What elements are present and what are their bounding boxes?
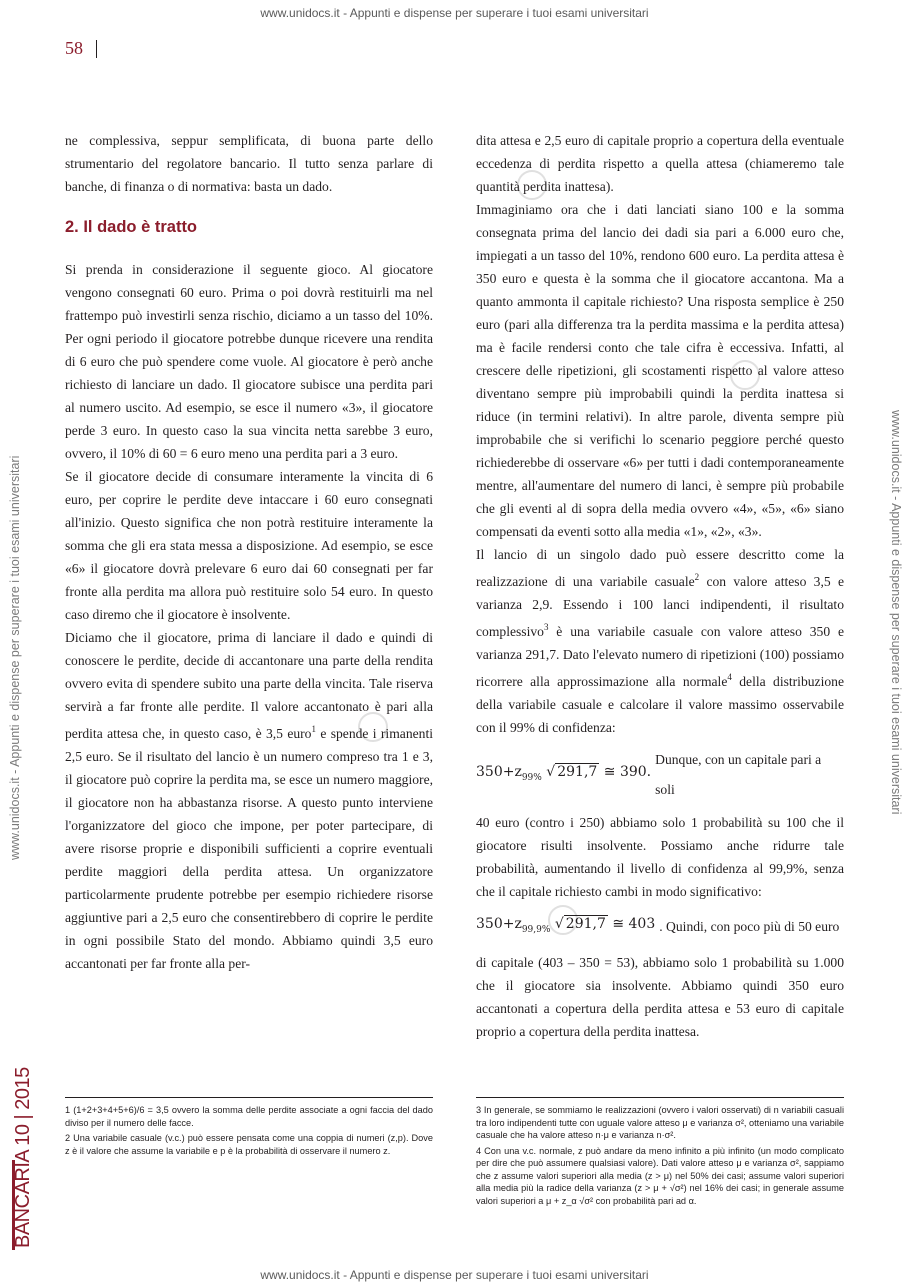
footnote-ref: 3: [543, 622, 549, 632]
formula-trailing-text: . Quindi, con poco più di 50 euro: [659, 919, 840, 934]
formula-math: $350+z_{99,9\%}$ √ 291,7 ≅ 403: [476, 916, 656, 935]
paragraph-text: Il lancio di un singolo dado può essere descritto come la realizzazione di una variabile casuale: [476, 547, 844, 589]
formula-math: $350+z_{99\%}$ √ 291,7 ≅ 390.: [476, 764, 652, 783]
footnote-3: 3 In generale, se sommiamo le realizzazioni (ovvero i valori osservati) di n variabili casuali tra loro indipendenti tutte con uguale valore atteso μ e varianza σ², otteniamo una variabile casuale che ha valore atteso n·μ e varianza n·σ².: [476, 1105, 844, 1140]
paragraph-text: Diciamo che il giocatore, prima di lanciare il dado e quindi di conoscere le perdite, decide di accantonare una parte della rendita ovvero evita di spendere subito una parte della vincita. Tale riserva servirà a far fronte alle perdite. Il valore accantonato è pari alla perdita attesa che, in questo caso, è 3,5 euro: [65, 630, 433, 741]
footnote-4: 4 Con una v.c. normale, z può andare da meno infinito a più infinito (un modo complicato per dire che può assumere qualsiasi valore). Dati valore atteso μ e varianza σ², sappiamo che z assume valori superiori alla media (z > μ) nel 50% dei casi; assume valori superiori alla media più la radice della varianza (z > μ + √σ²) nel 16% dei casi; in generale assume valori superiori a μ + z_α √σ² con probabilità pari ad α.: [476, 1145, 844, 1206]
footnote-ref: 4: [727, 672, 732, 682]
header-rule: [96, 40, 97, 58]
page-number: 58: [65, 38, 83, 58]
footnotes-right: [476, 1104, 844, 1210]
paragraph-text: e spende i rimanenti 2,5 euro. Se il risultato del lancio è un numero compreso tra 1 e 3, il giocatore può coprire la perdita ma, se esce un numero maggiore, il giocatore non ha abbastanza risorse. A questo punto interviene l'organizzatore del gioco che impone, per poter partecipare, di avere risorse proprie e disponibili sufficienti a coprire eventuali perdite maggiori della perdita attesa. Un organizzatore particolarmente prudente potrebbe per esempio richiedere risorse aggiuntive pari a 2,5 euro che consentirebbero di coprire le perdite in ogni possibile Stato del mondo. Abbiamo quindi 3,5 euro accantonati per far fronte alla per-: [65, 726, 433, 971]
footnote-ref: 1: [311, 724, 316, 734]
footnote-rule: [476, 1097, 844, 1098]
formula-trailing-text: Dunque, con un capitale pari a soli: [655, 752, 822, 797]
watermark-top: www.unidocs.it - Appunti e dispense per superare i tuoi esami universitari: [260, 6, 649, 20]
paragraph: di capitale (403 – 350 = 53), abbiamo solo 1 probabilità su 1.000 che il giocatore sia insolvente. Abbiamo quindi 350 euro accantonati a copertura della perdita attesa e 53 euro di capitale proprio a copertura della perdita inattesa.: [476, 955, 844, 1039]
formula-99: [476, 745, 844, 805]
journal-name: BANCARIA 10 | 2015: [12, 1067, 34, 1248]
paragraph: [65, 626, 433, 975]
section-title: 2. Il dado è tratto: [65, 218, 198, 236]
paragraph-text: della distribuzione della variabile casuale e calcolare il valore massimo osservabile con il 99% di confidenza:: [476, 674, 844, 735]
paragraph-text: è una variabile casuale con valore atteso 350 e varianza 291,7. Dato l'elevato numero di ripetizioni (100) possiamo ricorrere alla approssimazione alla normale: [476, 624, 844, 689]
paragraph: Se il giocatore decide di consumare interamente la vincita di 6 euro, per coprire le perdite deve intaccare i 60 euro consegnati all'inizio. Questo significa che non potrà restituire interamente la somma che gli era stata messa a disposizione. Ad esempio, se esce «6» il giocatore dovrà prelevare 6 euro dai 60 consegnati per far fronte alla perdita ma allora può restituire solo 54 euro. In questo caso diremo che il giocatore è insolvente.: [65, 469, 433, 622]
watermark-right: www.unidocs.it - Appunti e dispense per superare i tuoi esami universitari: [889, 410, 903, 815]
watermark-bottom: www.unidocs.it - Appunti e dispense per superare i tuoi esami universitari: [260, 1268, 649, 1282]
paragraph: ne complessiva, seppur semplificata, di buona parte dello strumentario del regolatore bancario. Il tutto senza parlare di banche, di finanza o di normativa: basta un dado.: [65, 133, 433, 194]
paragraph: [476, 543, 844, 739]
footnotes-left: [65, 1104, 433, 1160]
left-column: [65, 129, 433, 975]
paragraph: Si prenda in considerazione il seguente gioco. Al giocatore vengono consegnati 60 euro. Prima o poi dovrà restituirli ma nel frattempo può investirli senza rischio, diciamo a un tasso del 10%. Per ogni periodo il giocatore potrebbe dunque ricevere una rendita di 6 euro che può spendere come vuole. Al giocatore è però anche richiesto di lanciare un dado. Il giocatore subisce una perdita pari al numero uscito. Ad esempio, se esce il numero «3», il giocatore perde 3 euro. In questo caso la sua vincita netta sarebbe 3 euro, ovvero, il 10% di 60 = 6 euro meno una perdita pari a 3 euro.: [65, 262, 433, 461]
footnote-formula: (z > μ + √σ²): [634, 1183, 687, 1193]
footnote-rule: [65, 1097, 433, 1098]
formula-99-9: [476, 909, 844, 945]
footnote-1: 1 (1+2+3+4+5+6)/6 = 3,5 ovvero la somma delle perdite associate a ogni faccia del dado diviso per il numero delle facce.: [65, 1105, 433, 1128]
paragraph: Immaginiamo ora che i dati lanciati siano 100 e la somma consegnata prima del lancio dei dadi sia pari a 6.000 euro che, impiegati a un tasso del 10%, rendono 600 euro. La perdita attesa è 350 euro e questa è la somma che il giocatore accantona. Ma a quanto ammonta il capitale richiesto? Una risposta semplice è 250 euro (pari alla differenza tra la perdita massima e la perdita attesa) ma è facile rendersi conto che tale cifra è eccessiva. Infatti, al crescere delle ripetizioni, gli scostamenti rispetto al valore atteso diventano sempre più improbabili quindi la perdita inattesa si riduce (in termini relativi). In altre parole, diventa sempre più improbabile che si verifichi lo scenario peggiore perché questo richiederebbe di osservare «6» per tutti i dadi contemporaneamente mentre, all'aumentare del numero di lanci, è sempre più probabile che gli eventi al di sopra della media ovvero «4», «5», «6» siano compensati da eventi sotto alla media «1», «2», «3».: [476, 202, 844, 539]
footnote-ref: 2: [694, 572, 700, 582]
paragraph: 40 euro (contro i 250) abbiamo solo 1 probabilità su 100 che il giocatore risulti insolvente. Possiamo anche ridurre tale probabilità, aumentando il livello di confidenza al 99,9%, senza che il capitale richiesto cambi in modo significativo:: [476, 815, 844, 899]
paragraph: dita attesa e 2,5 euro di capitale proprio a copertura della eventuale eccedenza di perdita rispetto a quella attesa (chiameremo tale quantità perdita inattesa).: [476, 133, 844, 194]
watermark-left: www.unidocs.it - Appunti e dispense per superare i tuoi esami universitari: [8, 455, 22, 860]
footnote-2: 2 Una variabile casuale (v.c.) può essere pensata come una coppia di numeri (z,p). Dove z è il valore che assume la variabile e p è la probabilità di osservare il numero z.: [65, 1133, 433, 1156]
paragraph-text: con valore atteso 3,5 e varianza 2,9. Essendo i 100 lanci indipendenti, il risultato complessivo: [476, 574, 844, 639]
right-column: [476, 129, 844, 1043]
footnote-formula: μ + z_α √σ²: [545, 1195, 594, 1206]
